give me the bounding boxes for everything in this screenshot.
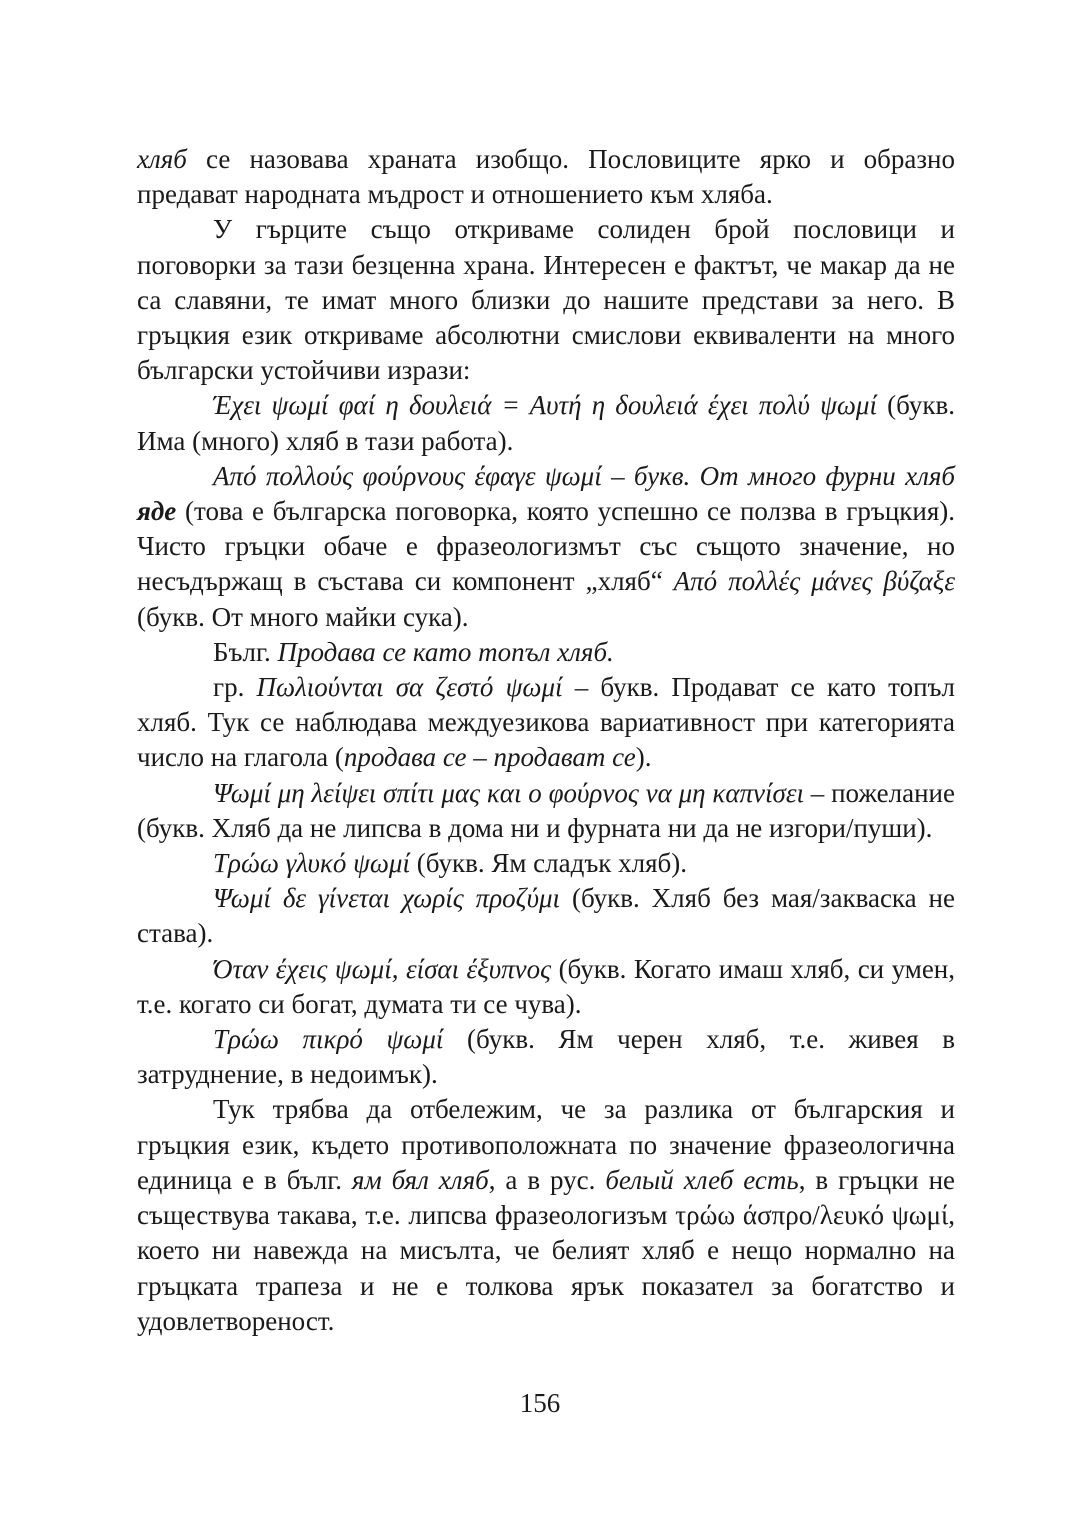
text-span: Από πολλούς φούρνους έφαγε ψωμί – букв. От много фурни хляб [213, 460, 955, 491]
text-span: – пожелание (букв. Хляб да не липсва в дома ни и фурната ни да не изгори/пуши). [137, 777, 955, 843]
text-span: (това е българска поговорка, която успешно се ползва в гръцкия). Чисто гръцки обаче е фразеологизмът със същото значение, но несъдържащ в състава си компонент „хляб“ [137, 496, 955, 597]
text-span: се назовава храната изобщо. Пословиците ярко и образно предават народната мъдрост и отношението към хляба. [137, 144, 955, 210]
text-span: Όταν έχεις ψωμί, είσαι έξυπνος [213, 953, 552, 984]
text-span: ям бял хляб [351, 1164, 489, 1195]
text-span: Тук трябва да отбележим, че за разлика от българския и гръцкия език, където противоположната по значение фразеологична единица е в бълг. [137, 1094, 955, 1195]
paragraph [137, 952, 955, 1022]
paragraph [137, 776, 955, 846]
text-span: Ψωμί μη λείψει σπίτι μας και ο φούρνος να μη καπνίσει [213, 777, 804, 808]
text-span: (букв. Има (много) хляб в тази работа). [137, 390, 955, 456]
paragraph [137, 1022, 955, 1092]
text-span: Τρώω πικρό ψωμί [213, 1024, 444, 1055]
page-number: 156 [519, 1388, 561, 1418]
text-span: Ψωμί δε γίνεται χωρίς προζύμι [213, 883, 561, 914]
paragraph [137, 142, 955, 212]
text-span: Бълг. [213, 636, 278, 667]
text-span: , а в рус. [488, 1164, 606, 1195]
paragraph [137, 212, 955, 388]
text-span: хляб [137, 144, 187, 174]
text-span: – букв. Продават се като топъл хляб. Тук се наблюдава междуезикова вариативност при категорията число на глагола ( [137, 672, 955, 773]
paragraph [137, 388, 955, 458]
text-span: яде [137, 496, 177, 527]
text-span: ). [635, 742, 652, 773]
text-span: Τρώω γλυκό ψωμί [213, 848, 410, 879]
paragraph [137, 1092, 955, 1338]
paragraph [137, 881, 955, 951]
text-span: Πωλιούνται σα ζεστό ψωμί [256, 672, 563, 703]
paragraph [137, 670, 955, 776]
text-span: У гърците също откриваме солиден брой пословици и поговорки за тази безценна храна. Интересен е фактът, че макар да не са славяни, те имат много близки до нашите представи за него. В гръцкия език откриваме абсолютни смислови еквиваленти на много български устойчиви изрази: [137, 214, 955, 386]
paragraph [137, 846, 955, 881]
paragraph [137, 635, 955, 670]
page-body [137, 142, 955, 1339]
text-span: (букв. От много майки сука). [137, 601, 469, 632]
text-span: , в гръцки не съществува такава, т.е. липсва фразеологизъм τρώω άσπρο/λευκό ψωμί, което ни навежда на мисълта, че белият хляб е нещо нормално на гръцката трапеза и не е толкова ярък показател за богатство и удовлетвореност. [137, 1164, 956, 1336]
text-span: (букв. Когато имаш хляб, си умен, т.е. когато си богат, думата ти се чува). [137, 953, 955, 1019]
text-span: Продава се като топъл хляб. [277, 636, 614, 667]
text-span: (букв. Хляб без мая/закваска не става). [137, 883, 955, 949]
text-span: Από πολλές μάνες βύζαξε [673, 566, 955, 597]
text-span: гр. [213, 672, 257, 703]
paragraph [137, 459, 955, 635]
text-span: Έχει ψωμί φαί η δουλειά = Αυτή η δουλειά έχει πολύ ψωμί [213, 390, 877, 421]
text-span: белый хлеб есть [605, 1164, 799, 1195]
text-span: (букв. Ям сладък хляб). [410, 848, 688, 879]
text-span: продава се – продават се [343, 742, 636, 773]
text-span: (букв. Ям черен хляб, т.е. живея в затруднение, в недоимък). [137, 1024, 956, 1090]
